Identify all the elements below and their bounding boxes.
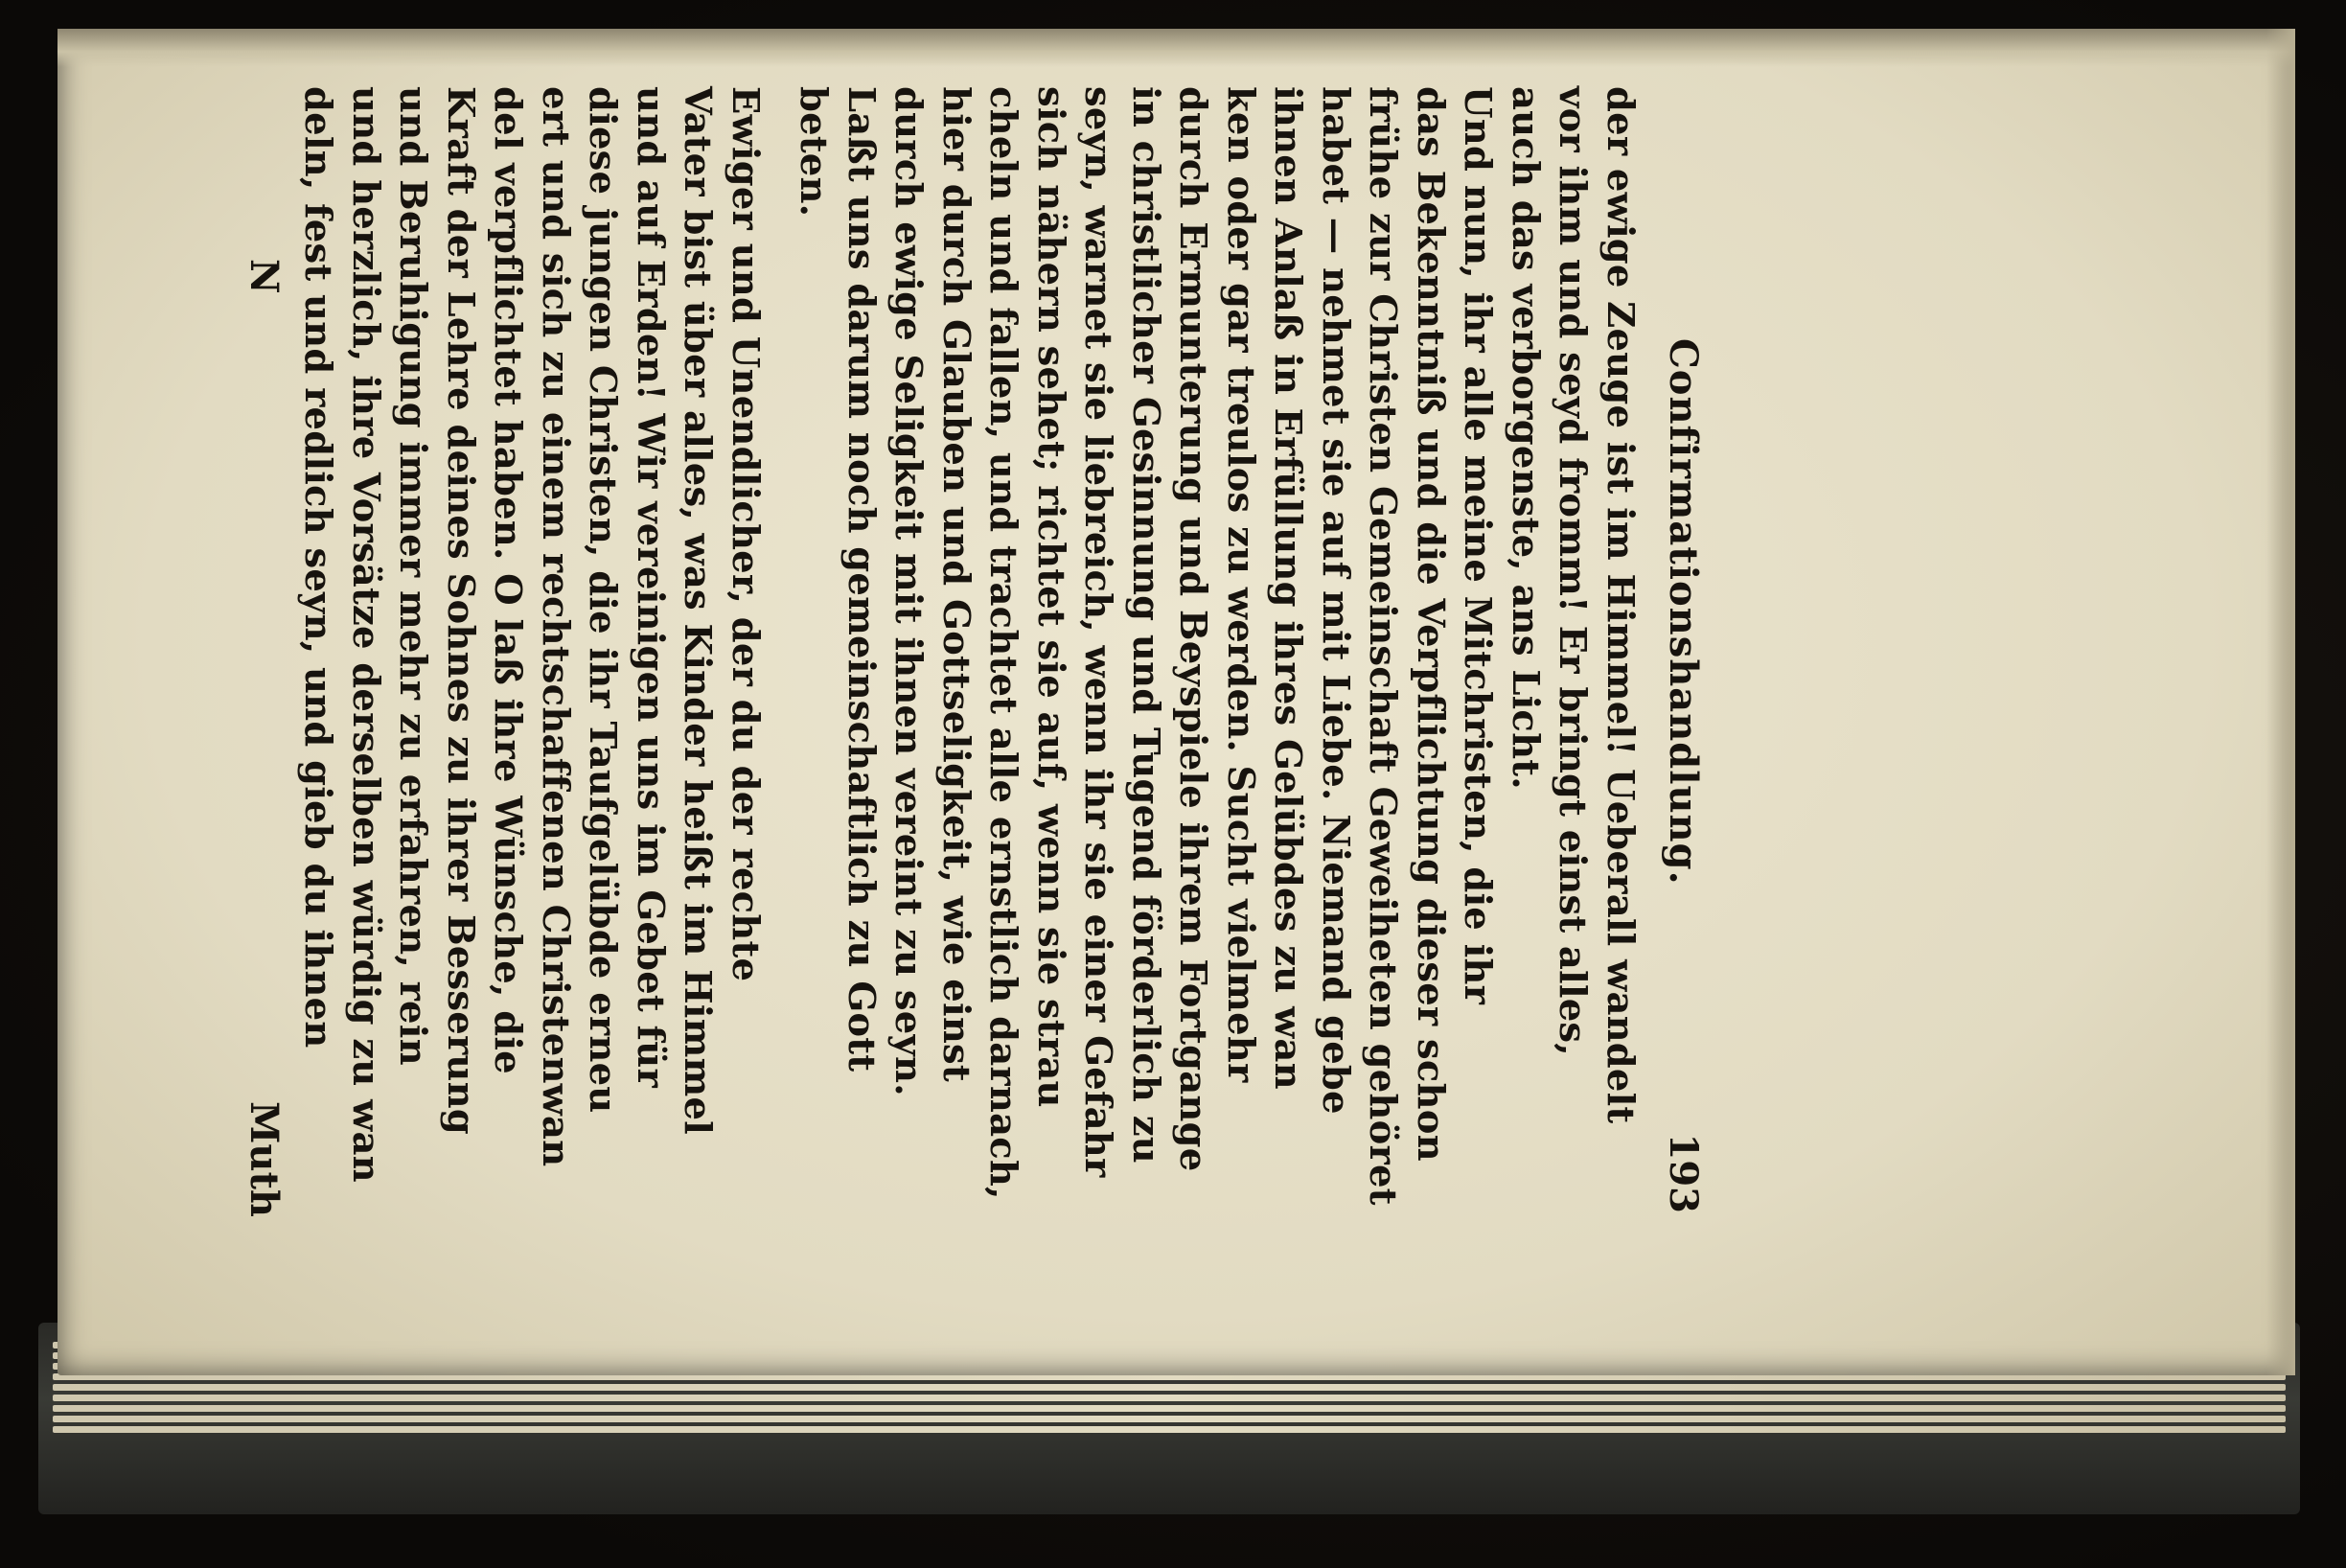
text-line: habet — nehmet sie auf mit Liebe. Niemand gebe (1314, 86, 1357, 1115)
text-line: durch Ermunterung und Beyspiele ihrem Fortgange (1171, 86, 1215, 1172)
text-line: beten. (792, 86, 836, 218)
text-line: sich nähern sehet; richtet sie auf, wenn sie strau (1029, 86, 1072, 1108)
text-line: durch ewige Seligkeit mit ihnen vereint zu seyn. (886, 86, 931, 1096)
text-line: Ewiger und Unendlicher, der du der rechte (724, 86, 767, 982)
paragraph-3 (294, 86, 769, 1217)
page-text (242, 86, 1706, 1217)
paragraph-1 (1502, 86, 1644, 1217)
text-line: ken oder gar treulos zu werden. Sucht vielmehr (1219, 86, 1262, 1083)
catchword: Muth (242, 1101, 287, 1217)
page-edge-shadow (2266, 29, 2295, 1375)
text-line: Und nun, ihr alle meine Mitchristen, die ihr (1456, 86, 1500, 1005)
signature-mark: N (242, 259, 287, 294)
text-line: Laßt uns darum noch gemeinschaftlich zu Gott (840, 86, 883, 1072)
text-line: frühe zur Christen Gemeinschaft Geweiheten gehöret (1361, 86, 1405, 1206)
text-line: ihnen Anlaß in Erfüllung ihres Gelübdes zu wan (1266, 86, 1310, 1090)
text-line: diese jungen Christen, die ihr Taufgelübde erneu (581, 86, 625, 1114)
running-head (1661, 86, 1706, 1217)
text-line: und auf Erden! Wir vereinigen uns im Gebet für (629, 86, 672, 1088)
text-line: und Beruhigung immer mehr zu erfahren, rein (391, 86, 435, 1066)
text-line: und herzlich, ihre Vorsätze derselben würdig zu wan (344, 86, 387, 1183)
text-line: del verpflichtet haben. O laß ihre Wünsche, die (486, 86, 530, 1074)
page-footer (242, 86, 287, 1217)
text-line: auch das verborgenste, ans Licht. (1504, 86, 1547, 790)
text-line: cheln und fallen, und trachtet alle ernstlich darnach, (981, 86, 1025, 1200)
text-line: seyn, warnet sie liebreich, wenn ihr sie einer Gefahr (1076, 86, 1120, 1178)
text-line: Vater bist über alles, was Kinder heißt im Himmel (676, 86, 720, 1135)
text-line: ert und sich zu einem rechtschaffenen Christenwan (534, 86, 577, 1167)
text-line: das Bekenntniß und die Verpflichtung dieser schon (1409, 86, 1452, 1162)
text-line: Kraft der Lehre deines Sohnes zu ihrer Besserung (439, 86, 482, 1135)
text-line: deln, fest und redlich seyn, und gieb du ihnen (296, 86, 340, 1049)
page-gutter (58, 29, 2295, 67)
text-line: vor ihm und seyd fromm! Er bringt einst alles, (1551, 86, 1595, 1056)
text-line: in christlicher Gesinnung und Tugend förderlich zu (1124, 86, 1167, 1164)
page-number: 193 (1661, 1133, 1706, 1213)
paragraph-2 (790, 86, 1502, 1217)
text-line: der ewige Zeuge ist im Himmel! Ueberall wandelt (1598, 86, 1642, 1124)
running-title: Confirmationshandlung. (1661, 337, 1706, 886)
text-line: hier durch Glauben und Gottseligkeit, wie einst (934, 86, 978, 1082)
